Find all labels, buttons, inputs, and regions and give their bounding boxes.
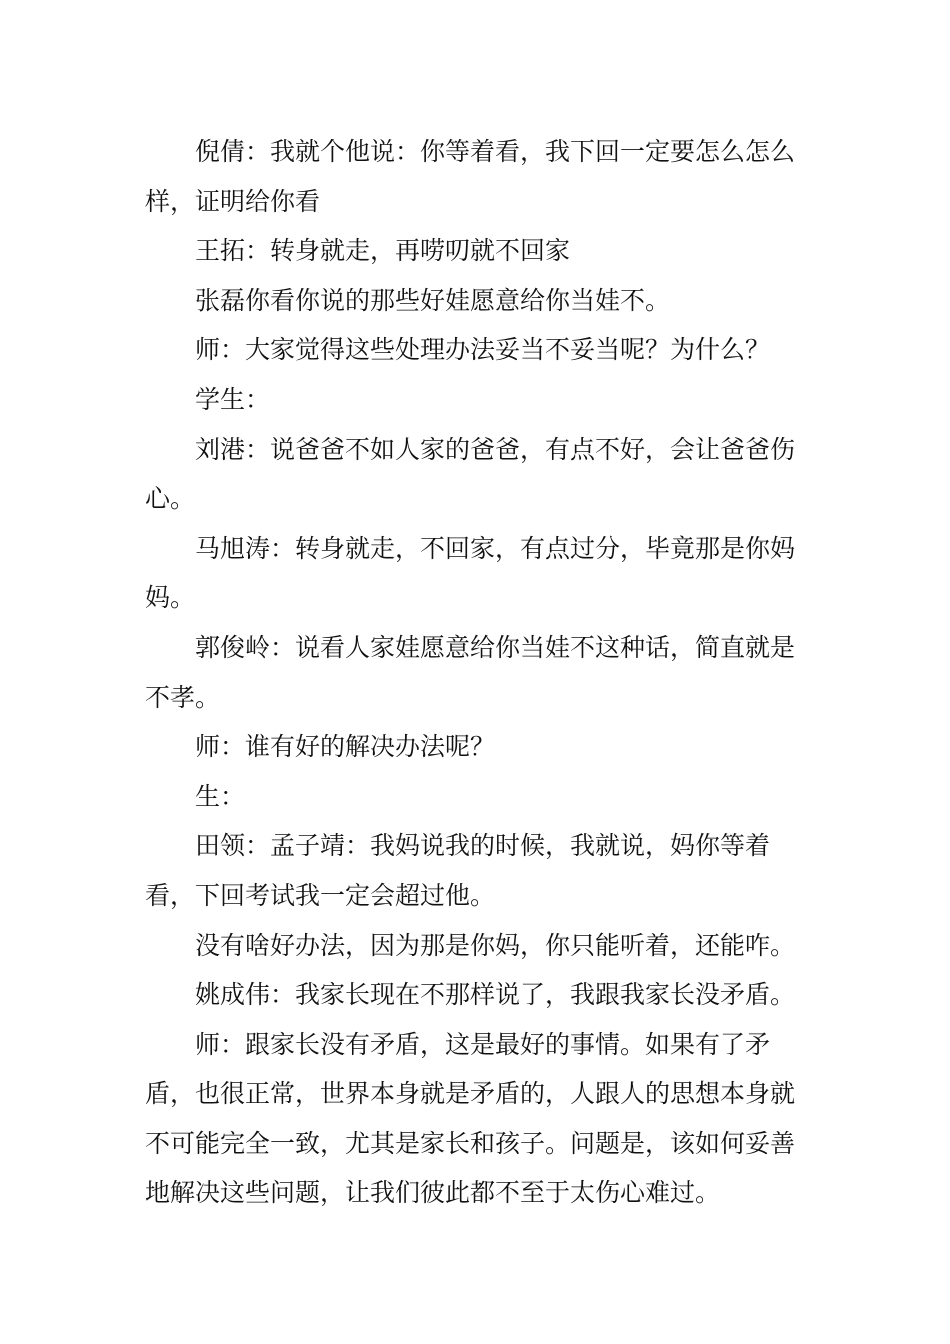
paragraph: 王拓：转身就走，再唠叨就不回家 — [195, 236, 571, 266]
paragraph: 刘港：说爸爸不如人家的爸爸，有点不好，会让爸爸伤心。 — [145, 434, 796, 514]
paragraph: 学生： — [195, 384, 271, 414]
paragraph: 姚成伟：我家长现在不那样说了，我跟我家长没矛盾。 — [195, 980, 796, 1010]
paragraph: 师：跟家长没有矛盾，这是最好的事情。如果有了矛盾，也很正常，世界本身就是矛盾的，人跟人的思想本身就不可能完全一致，尤其是家长和孩子。问题是，该如何妥善地解决这些问题，让我们彼此都不至于太伤心难过。 — [145, 1029, 796, 1208]
document-body — [145, 127, 809, 1218]
paragraph: 倪倩：我就个他说：你等着看，我下回一定要怎么怎么样，证明给你看 — [145, 137, 796, 216]
paragraph: 田领：孟子靖：我妈说我的时候，我就说，妈你等着看，下回考试我一定会超过他。 — [145, 831, 771, 910]
paragraph: 师：大家觉得这些处理办法妥当不妥当呢？为什么？ — [195, 335, 771, 365]
paragraph: 没有啥好办法，因为那是你妈，你只能听着，还能咋。 — [195, 930, 796, 960]
paragraph: 师：谁有好的解决办法呢？ — [195, 732, 496, 762]
paragraph: 郭俊岭：说看人家娃愿意给你当娃不这种话，简直就是不孝。 — [145, 632, 796, 712]
paragraph: 张磊你看你说的那些好娃愿意给你当娃不。 — [195, 285, 671, 315]
paragraph: 生： — [195, 781, 246, 811]
paragraph: 马旭涛：转身就走，不回家，有点过分，毕竟那是你妈妈。 — [145, 533, 796, 613]
